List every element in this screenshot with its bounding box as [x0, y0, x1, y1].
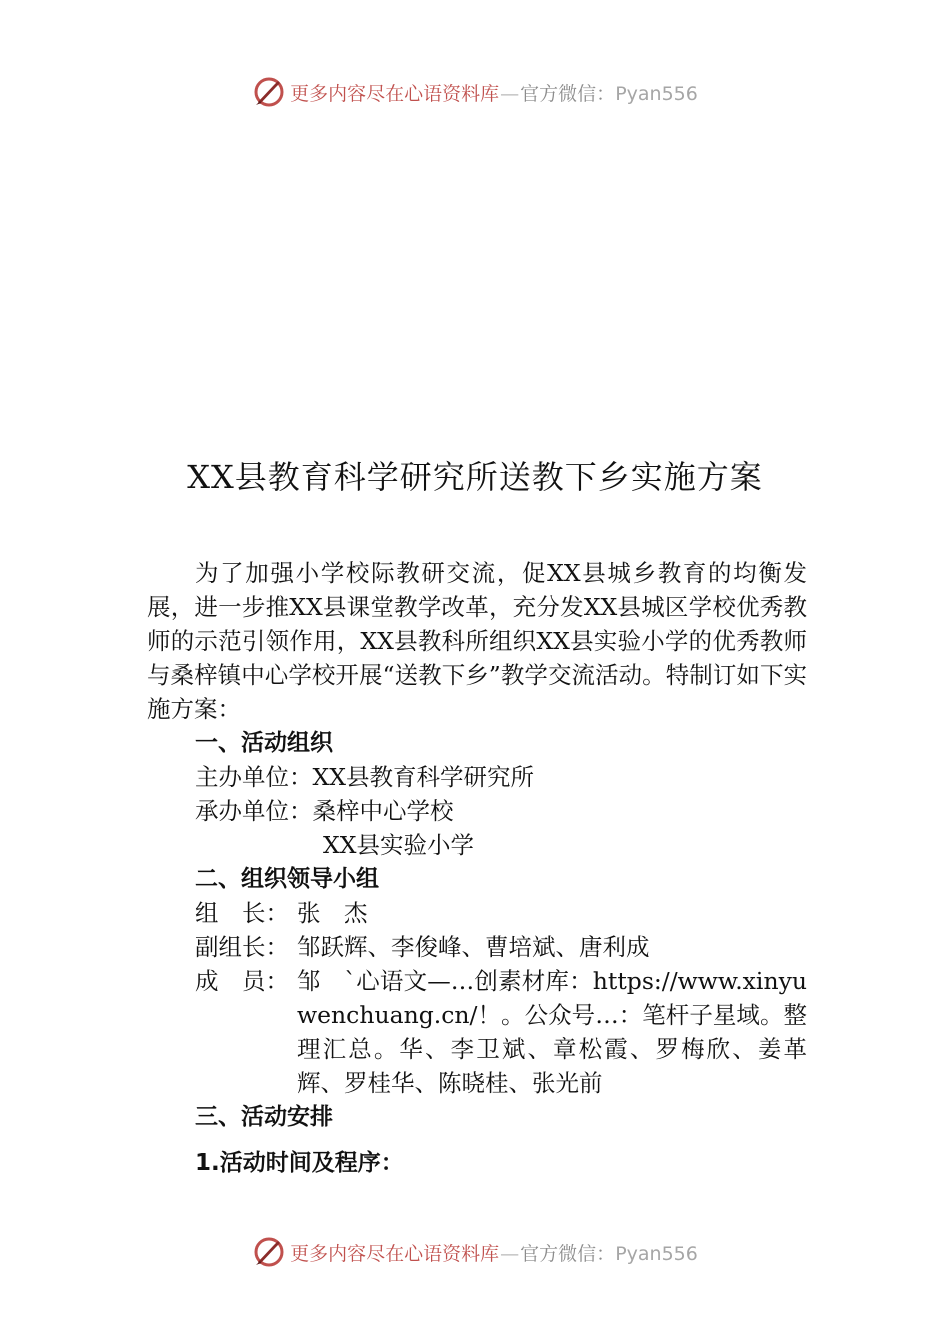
- host-line: [147, 760, 807, 794]
- watermark-text: 更多内容尽在心语资料库—官方微信：Pyan556: [290, 1242, 698, 1265]
- organizer-line: [147, 794, 807, 828]
- organizer-label: 承办单位：: [195, 797, 313, 825]
- organizer-value: 桑梓中心学校: [312, 797, 454, 825]
- leader-value: 张 杰: [297, 899, 368, 927]
- host-value: XX县教育科学研究所: [312, 763, 534, 791]
- header-watermark: [0, 72, 950, 112]
- pen-logo-icon: [252, 75, 286, 109]
- section-heading-leadership: 二、组织领导小组: [195, 866, 379, 892]
- host-label: 主办单位：: [195, 763, 313, 791]
- deputy-label: 副组长：: [195, 933, 289, 961]
- members-label: 成 员：: [195, 967, 289, 995]
- members-row: [147, 964, 807, 1100]
- members-value: 邹 `心语文—…创素材库：https://www.xinyuwenchuang.cn/！。公众号…：笔杆子星域。整理汇总。华、李卫斌、章松霞、罗梅欣、姜革辉、罗桂华、陈晓桂、张光前: [297, 967, 807, 1097]
- leader-label: 组 长：: [195, 899, 289, 927]
- leader-row: [147, 896, 807, 930]
- watermark-text: 更多内容尽在心语资料库—官方微信：Pyan556: [290, 82, 698, 105]
- organizer-value-2: XX县实验小学: [323, 831, 474, 859]
- document-title: XX县教育科学研究所送教下乡实施方案: [187, 458, 763, 496]
- section-heading-organization: 一、活动组织: [195, 730, 333, 756]
- document-body: [147, 556, 807, 1180]
- deputy-row: [147, 930, 807, 964]
- deputy-value: 邹跃辉、李俊峰、曹培斌、唐利成: [297, 933, 650, 961]
- footer-watermark: [0, 1232, 950, 1272]
- section-heading-schedule: 三、活动安排: [195, 1104, 333, 1130]
- pen-logo-icon: [252, 1235, 286, 1269]
- intro-paragraph: 为了加强小学校际教研交流，促XX县城乡教育的均衡发展，进一步推XX县课堂教学改革，充分发XX县城区学校优秀教师的示范引领作用，XX县教科所组织XX县实验小学的优秀教师与桑梓镇中心学校开展“送教下乡”教学交流活动。特制订如下实施方案：: [147, 559, 807, 723]
- subheading-time-procedure: 1.活动时间及程序：: [195, 1150, 404, 1176]
